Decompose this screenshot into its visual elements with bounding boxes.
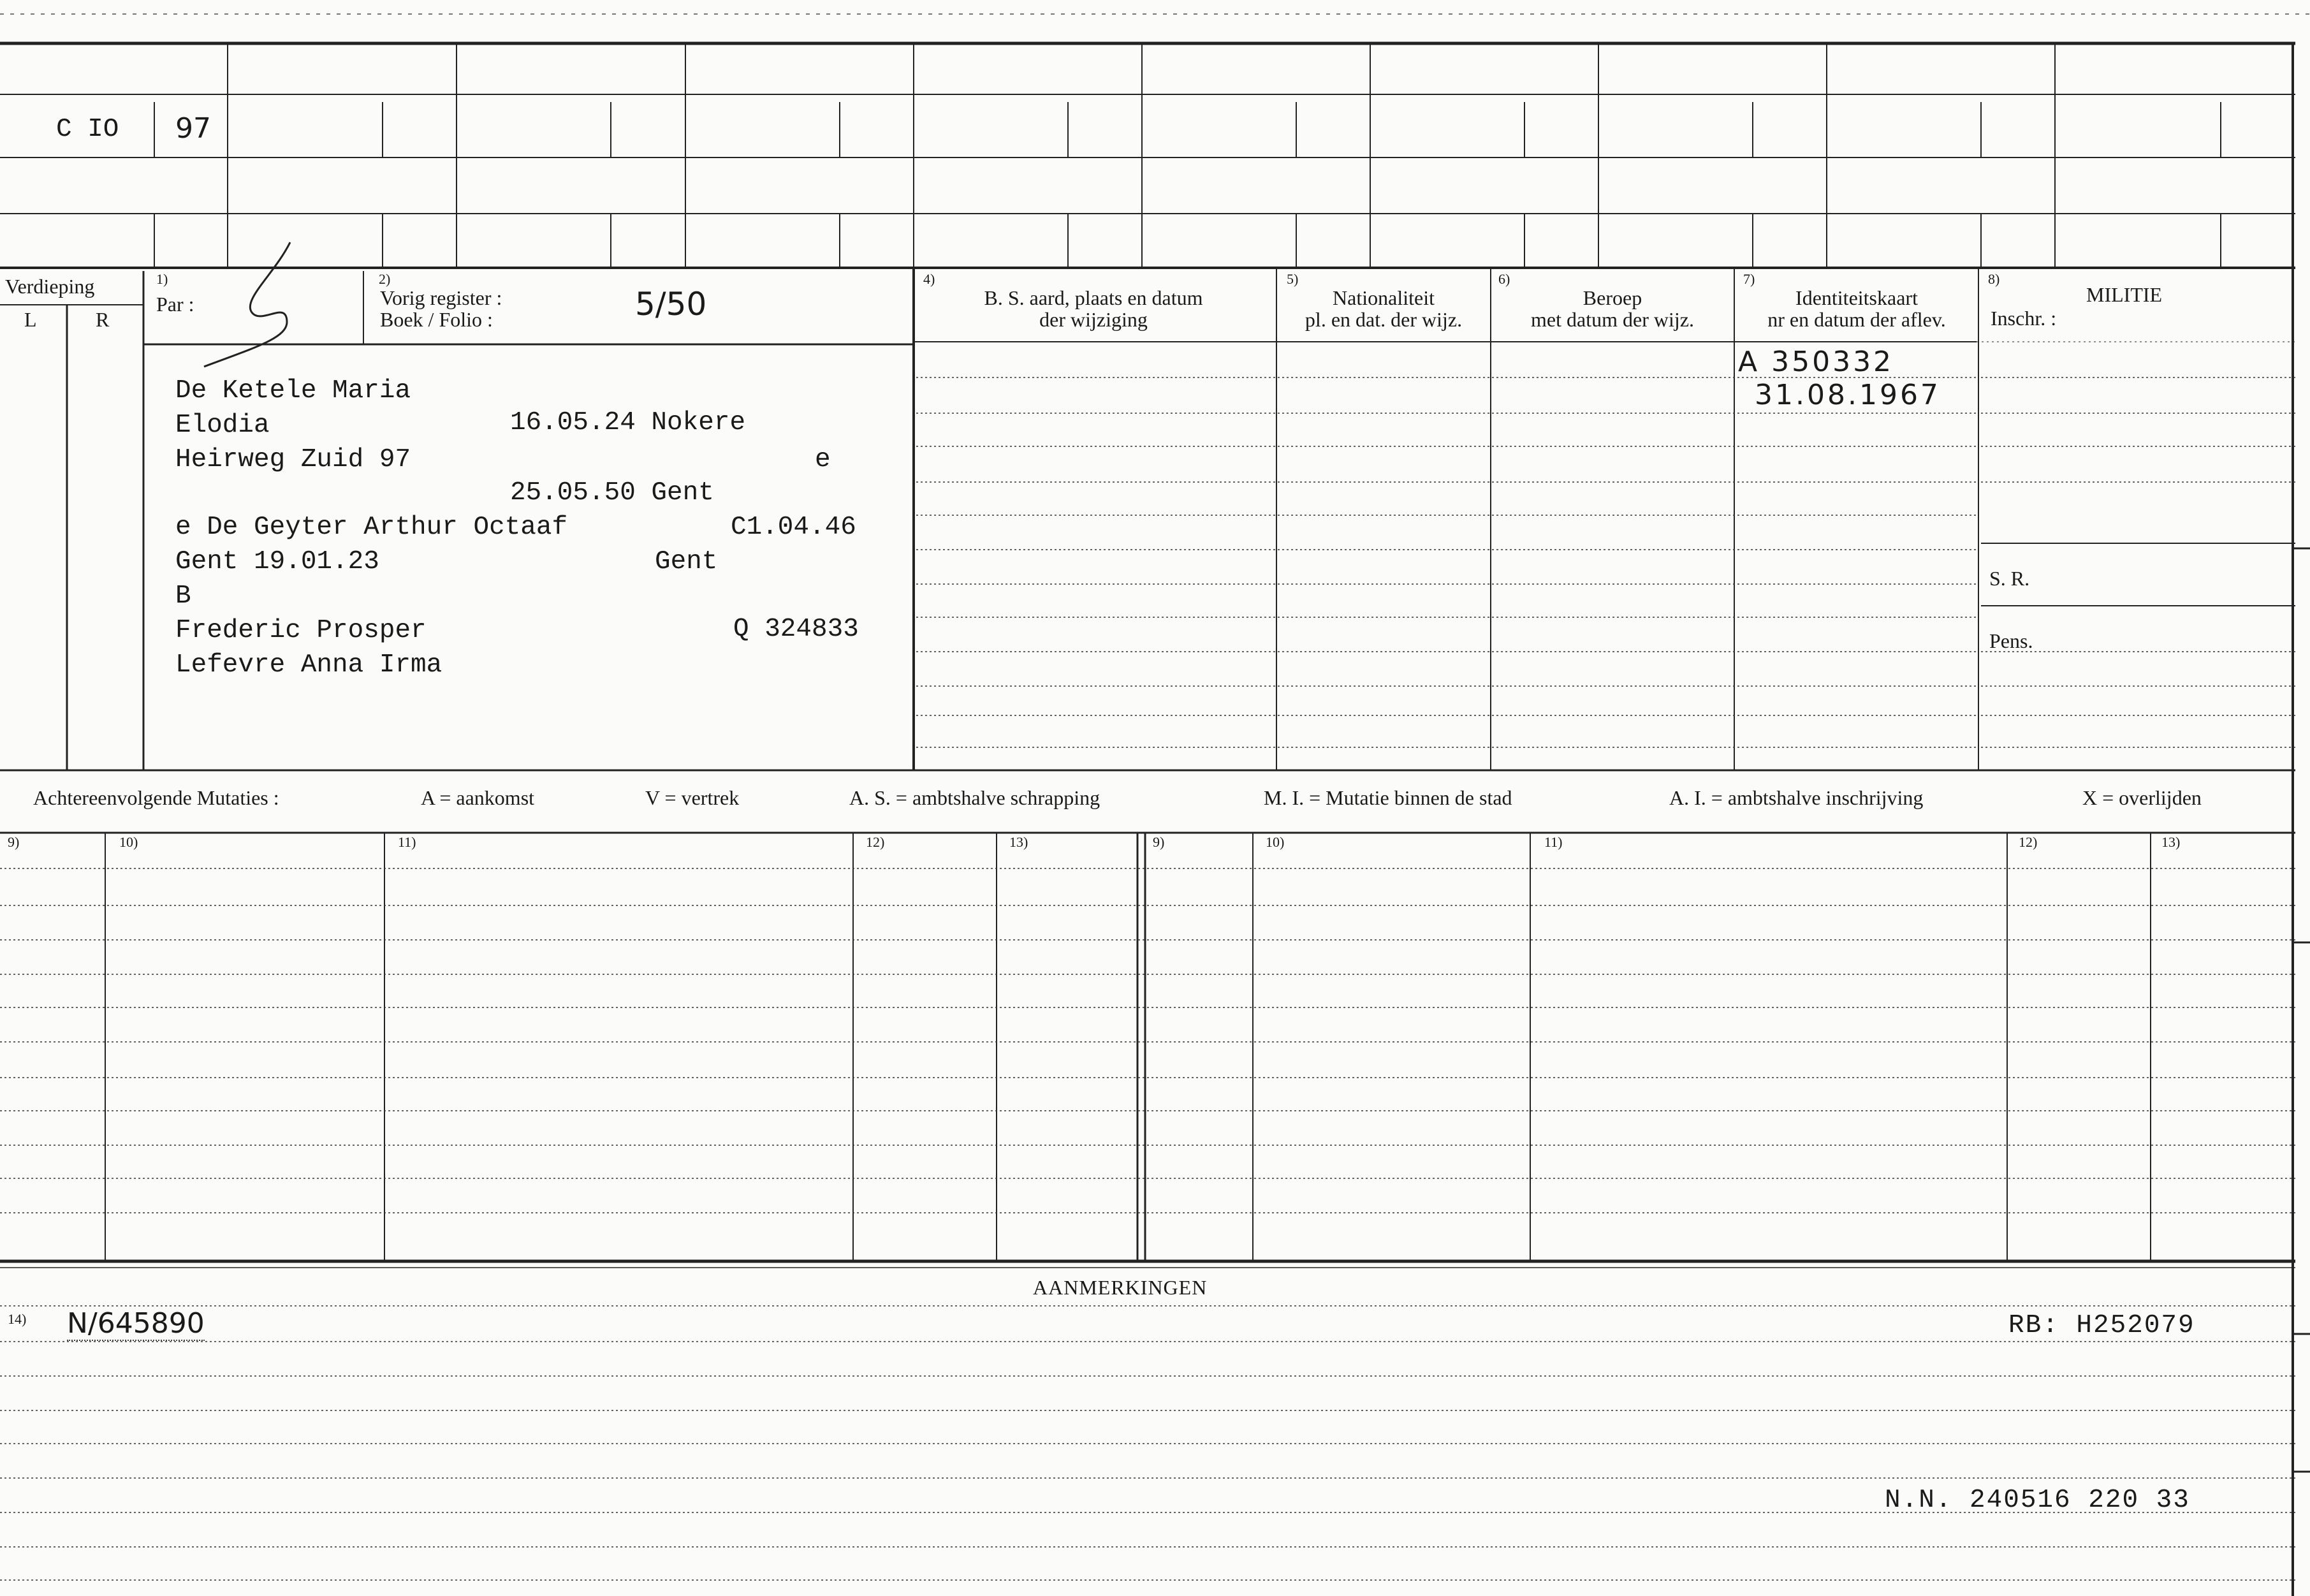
code-number: 97 [175, 112, 211, 145]
par-scribble [204, 242, 290, 367]
nat-line2: pl. en dat. der wijz. [1305, 308, 1463, 331]
vorig-num: 2) [379, 271, 391, 287]
person-line5: e De Geyter Arthur Octaaf [175, 513, 568, 542]
mut-col-11b: 11) [1544, 834, 1563, 850]
ident-card-number: A 350332 [1738, 346, 1894, 378]
code-c-io: C IO [56, 115, 119, 144]
ident-card-date: 31.08.1967 [1755, 379, 1941, 411]
person-line2: Elodia [175, 411, 270, 440]
mut-col-10a: 10) [119, 834, 138, 850]
person-line8: Frederic Prosper [175, 616, 427, 645]
vorig-value: 5/50 [635, 286, 707, 323]
mutation-ai: A. I. = ambtshalve inschrijving [1669, 786, 1924, 809]
mut-col-13a: 13) [1009, 834, 1028, 850]
person-line8b: Q 324833 [733, 615, 859, 644]
mut-col-9b: 9) [1153, 834, 1165, 850]
person-line1: De Ketele Maria [175, 376, 411, 406]
verdieping-l: L [24, 308, 37, 331]
remarks-rb: RB: H252079 [2008, 1311, 2195, 1340]
par-num: 1) [156, 271, 168, 287]
vorig-line2: Boek / Folio : [380, 308, 493, 331]
mut-col-9a: 9) [8, 834, 20, 850]
mutation-mi: M. I. = Mutatie binnen de stad [1264, 786, 1512, 809]
beroep-num: 6) [1498, 271, 1510, 287]
beroep-line2: met datum der wijz. [1531, 308, 1694, 331]
remarks-nn: N.N. 240516 220 33 [1885, 1486, 2190, 1515]
remarks-n-number: N/645890 [67, 1307, 205, 1340]
mutations-label: Achtereenvolgende Mutaties : [33, 786, 279, 809]
verdieping-r: R [96, 308, 110, 331]
par-label: Par : [156, 293, 194, 316]
person-line6b: Gent [655, 547, 718, 576]
militie-pens: Pens. [1989, 629, 2033, 652]
verdieping-title: Verdieping [5, 275, 95, 298]
bs-line2: der wijziging [1039, 308, 1148, 331]
person-line7: B [175, 582, 191, 611]
mut-col-11a: 11) [398, 834, 416, 850]
mut-col-10b: 10) [1266, 834, 1285, 850]
bs-line1: B. S. aard, plaats en datum [984, 286, 1203, 309]
mutation-as: A. S. = ambtshalve schrapping [849, 786, 1100, 809]
person-line4: 25.05.50 Gent [510, 478, 714, 508]
remarks-title: AANMERKINGEN [1033, 1276, 1208, 1299]
militie-sr: S. R. [1989, 567, 2030, 590]
mutation-x: X = overlijden [2082, 786, 2202, 809]
vorig-line1: Vorig register : [380, 286, 502, 309]
nat-line1: Nationaliteit [1333, 286, 1435, 309]
person-line6: Gent 19.01.23 [175, 547, 379, 576]
mut-col-12b: 12) [2019, 834, 2038, 850]
mutation-v: V = vertrek [645, 786, 740, 809]
ident-line1: Identiteitskaart [1795, 286, 1918, 309]
person-line5b: C1.04.46 [731, 513, 856, 542]
mut-col-13b: 13) [2161, 834, 2181, 850]
nat-num: 5) [1287, 271, 1299, 287]
person-line3b: e [815, 445, 831, 474]
ident-num: 7) [1743, 271, 1755, 287]
ident-line2: nr en datum der aflev. [1767, 308, 1946, 331]
mutation-a: A = aankomst [421, 786, 535, 809]
remarks-num: 14) [8, 1311, 27, 1327]
militie-title: MILITIE [2086, 283, 2163, 306]
person-line9: Lefevre Anna Irma [175, 650, 442, 680]
bs-num: 4) [923, 271, 935, 287]
beroep-line1: Beroep [1583, 286, 1642, 309]
militie-inschr: Inschr. : [1991, 307, 2057, 330]
person-line2b: 16.05.24 Nokere [510, 408, 746, 437]
militie-num: 8) [1988, 271, 2000, 287]
person-line3: Heirweg Zuid 97 [175, 445, 411, 474]
mut-col-12a: 12) [866, 834, 885, 850]
